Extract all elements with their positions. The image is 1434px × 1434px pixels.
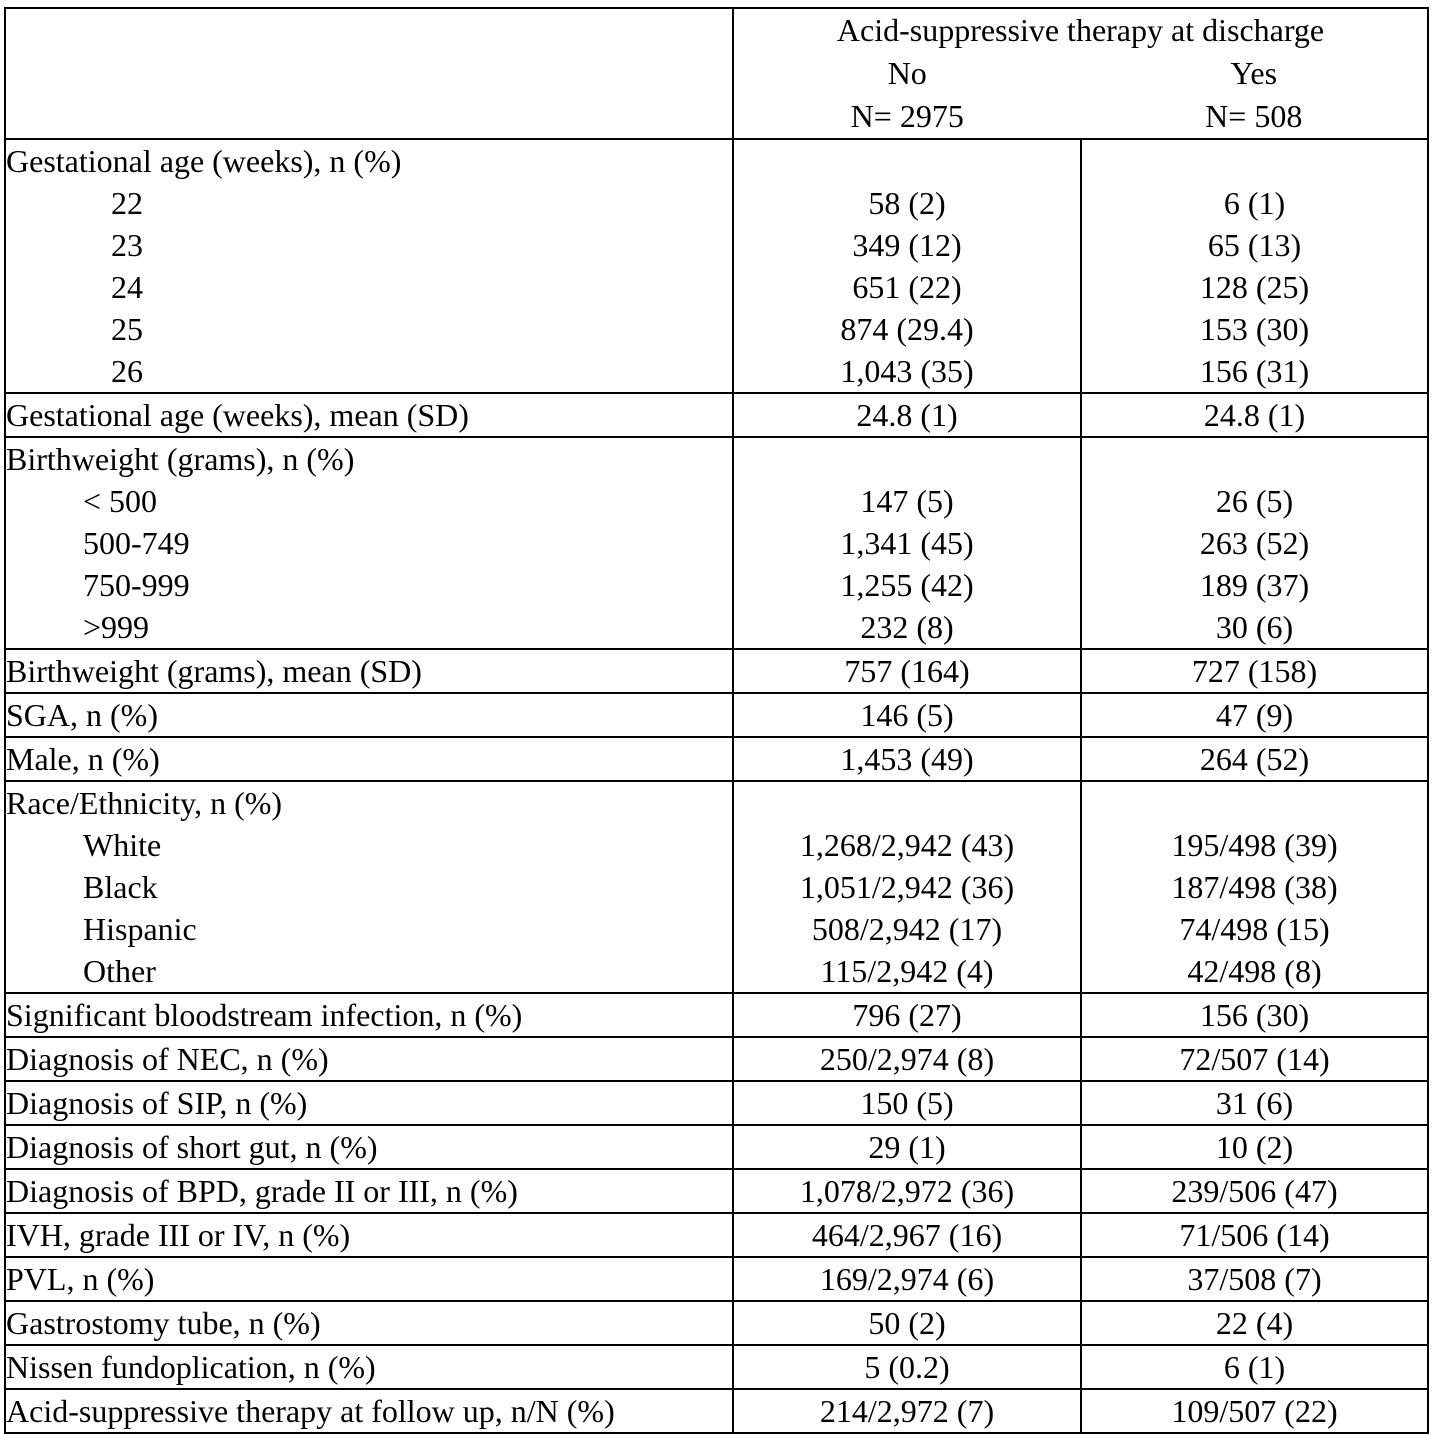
row-label: Birthweight (grams), mean (SD): [5, 649, 733, 693]
table-row: [5, 649, 1428, 693]
row-no-value: 464/2,967 (16): [733, 1213, 1081, 1257]
race-no-value: 1,051/2,942 (36): [799, 869, 1015, 905]
row-yes-value: 24.8 (1): [1081, 393, 1428, 437]
row-yes-value: 37/508 (7): [1081, 1257, 1428, 1301]
table-row: [5, 1257, 1428, 1301]
row-label: Diagnosis of short gut, n (%): [5, 1125, 733, 1169]
race-label: Other: [83, 953, 156, 989]
row-no-value: 169/2,974 (6): [733, 1257, 1081, 1301]
birthweight-no-value: 232 (8): [860, 609, 954, 645]
gest-age-label: 22: [111, 185, 143, 221]
row-yes-value: 156 (30): [1081, 993, 1428, 1037]
header-n-yes: N= 508: [1205, 98, 1303, 134]
gest-age-yes-value: 128 (25): [1199, 269, 1310, 305]
race-yes-value: 74/498 (15): [1179, 911, 1330, 947]
race-label: Black: [83, 869, 158, 905]
birthweight-yes-value: 30 (6): [1215, 609, 1294, 645]
gest-age-no-value: 349 (12): [852, 227, 962, 263]
row-label: Diagnosis of NEC, n (%): [5, 1037, 733, 1081]
race-no-value: 115/2,942 (4): [820, 953, 994, 989]
gest-age-label: 26: [111, 353, 143, 389]
birthweight-label: >999: [83, 609, 150, 645]
row-label: Gestational age (weeks), mean (SD): [5, 393, 733, 437]
race-no-value: 508/2,942 (17): [811, 911, 1003, 947]
row-yes-value: 109/507 (22): [1081, 1389, 1428, 1433]
table-row: [5, 693, 1428, 737]
birthweight-group-row: [5, 437, 1428, 649]
gest-age-yes-value: 156 (31): [1199, 353, 1310, 389]
row-yes-value: 22 (4): [1081, 1301, 1428, 1345]
header-col-no: No: [887, 55, 927, 91]
header-col-yes: Yes: [1230, 55, 1278, 91]
header-blank-cell: [5, 8, 733, 139]
birthweight-label-cell: [5, 437, 733, 649]
gest-age-no-cell: [733, 139, 1081, 393]
birthweight-heading: Birthweight (grams), n (%): [6, 441, 355, 477]
gest-age-yes-value: 6 (1): [1223, 185, 1286, 221]
gest-age-no-value: 651 (22): [852, 269, 962, 305]
row-yes-value: 71/506 (14): [1081, 1213, 1428, 1257]
row-label: Nissen fundoplication, n (%): [5, 1345, 733, 1389]
row-yes-value: 239/506 (47): [1081, 1169, 1428, 1213]
gest-age-no-value: 874 (29.4): [840, 311, 974, 347]
row-label: Diagnosis of SIP, n (%): [5, 1081, 733, 1125]
race-no-cell: [733, 781, 1081, 993]
birthweight-no-value: 147 (5): [860, 483, 954, 519]
race-yes-value: 195/498 (39): [1171, 827, 1338, 863]
row-no-value: 5 (0.2): [733, 1345, 1081, 1389]
header-title: Acid-suppressive therapy at discharge: [836, 12, 1325, 48]
birthweight-no-cell: [733, 437, 1081, 649]
gest-age-label: 24: [111, 269, 143, 305]
birthweight-yes-value: 26 (5): [1215, 483, 1294, 519]
header-n-no: N= 2975: [850, 98, 964, 134]
table-row: [5, 393, 1428, 437]
row-yes-value: 47 (9): [1081, 693, 1428, 737]
birthweight-yes-value: 189 (37): [1199, 567, 1310, 603]
table-row: [5, 737, 1428, 781]
table-row: [5, 1037, 1428, 1081]
row-no-value: 29 (1): [733, 1125, 1081, 1169]
row-no-value: 1,453 (49): [733, 737, 1081, 781]
row-no-value: 50 (2): [733, 1301, 1081, 1345]
table-row: [5, 1125, 1428, 1169]
race-yes-value: 42/498 (8): [1187, 953, 1322, 989]
table-row: [5, 993, 1428, 1037]
birthweight-no-value: 1,255 (42): [840, 567, 974, 603]
gest-age-label: 23: [111, 227, 143, 263]
birthweight-label: 750-999: [83, 567, 190, 603]
row-yes-value: 10 (2): [1081, 1125, 1428, 1169]
race-yes-cell: [1081, 781, 1428, 993]
race-yes-value: 187/498 (38): [1171, 869, 1338, 905]
table-row: [5, 1301, 1428, 1345]
gest-age-label: 25: [111, 311, 143, 347]
row-label: Acid-suppressive therapy at follow up, n/N (%): [5, 1389, 733, 1433]
race-no-value: 1,268/2,942 (43): [799, 827, 1015, 863]
row-yes-value: 264 (52): [1081, 737, 1428, 781]
gest-age-no-value: 1,043 (35): [840, 353, 974, 389]
row-no-value: 250/2,974 (8): [733, 1037, 1081, 1081]
gest-age-yes-value: 65 (13): [1207, 227, 1302, 263]
row-no-value: 146 (5): [733, 693, 1081, 737]
table-row: [5, 1081, 1428, 1125]
race-label: White: [83, 827, 162, 863]
row-no-value: 214/2,972 (7): [733, 1389, 1081, 1433]
row-no-value: 150 (5): [733, 1081, 1081, 1125]
gest-age-yes-value: 153 (30): [1199, 311, 1310, 347]
race-heading: Race/Ethnicity, n (%): [6, 785, 283, 821]
table-row: [5, 1169, 1428, 1213]
row-no-value: 24.8 (1): [733, 393, 1081, 437]
gest-age-label-cell: [5, 139, 733, 393]
birthweight-yes-value: 263 (52): [1199, 525, 1310, 561]
row-label: PVL, n (%): [5, 1257, 733, 1301]
row-no-value: 757 (164): [733, 649, 1081, 693]
row-label: Diagnosis of BPD, grade II or III, n (%): [5, 1169, 733, 1213]
birthweight-no-value: 1,341 (45): [840, 525, 974, 561]
table-row: [5, 1345, 1428, 1389]
row-yes-value: 72/507 (14): [1081, 1037, 1428, 1081]
row-label: Male, n (%): [5, 737, 733, 781]
birthweight-label: 500-749: [83, 525, 190, 561]
gest-age-yes-cell: [1081, 139, 1428, 393]
row-label: SGA, n (%): [5, 693, 733, 737]
gest-age-heading: Gestational age (weeks), n (%): [6, 143, 402, 179]
row-label: Gastrostomy tube, n (%): [5, 1301, 733, 1345]
birthweight-yes-cell: [1081, 437, 1428, 649]
race-label-cell: [5, 781, 733, 993]
row-yes-value: 727 (158): [1081, 649, 1428, 693]
gest-age-group-row: [5, 139, 1428, 393]
race-group-row: [5, 781, 1428, 993]
row-label: Significant bloodstream infection, n (%): [5, 993, 733, 1037]
birthweight-label: < 500: [83, 483, 158, 519]
header-row: [5, 8, 1428, 139]
characteristics-table: [4, 7, 1429, 1434]
race-label: Hispanic: [83, 911, 197, 947]
table-row: [5, 1389, 1428, 1433]
gest-age-no-value: 58 (2): [868, 185, 946, 221]
row-yes-value: 6 (1): [1081, 1345, 1428, 1389]
row-no-value: 796 (27): [733, 993, 1081, 1037]
table-row: [5, 1213, 1428, 1257]
header-group-cell: [733, 8, 1428, 139]
row-no-value: 1,078/2,972 (36): [733, 1169, 1081, 1213]
row-yes-value: 31 (6): [1081, 1081, 1428, 1125]
row-label: IVH, grade III or IV, n (%): [5, 1213, 733, 1257]
